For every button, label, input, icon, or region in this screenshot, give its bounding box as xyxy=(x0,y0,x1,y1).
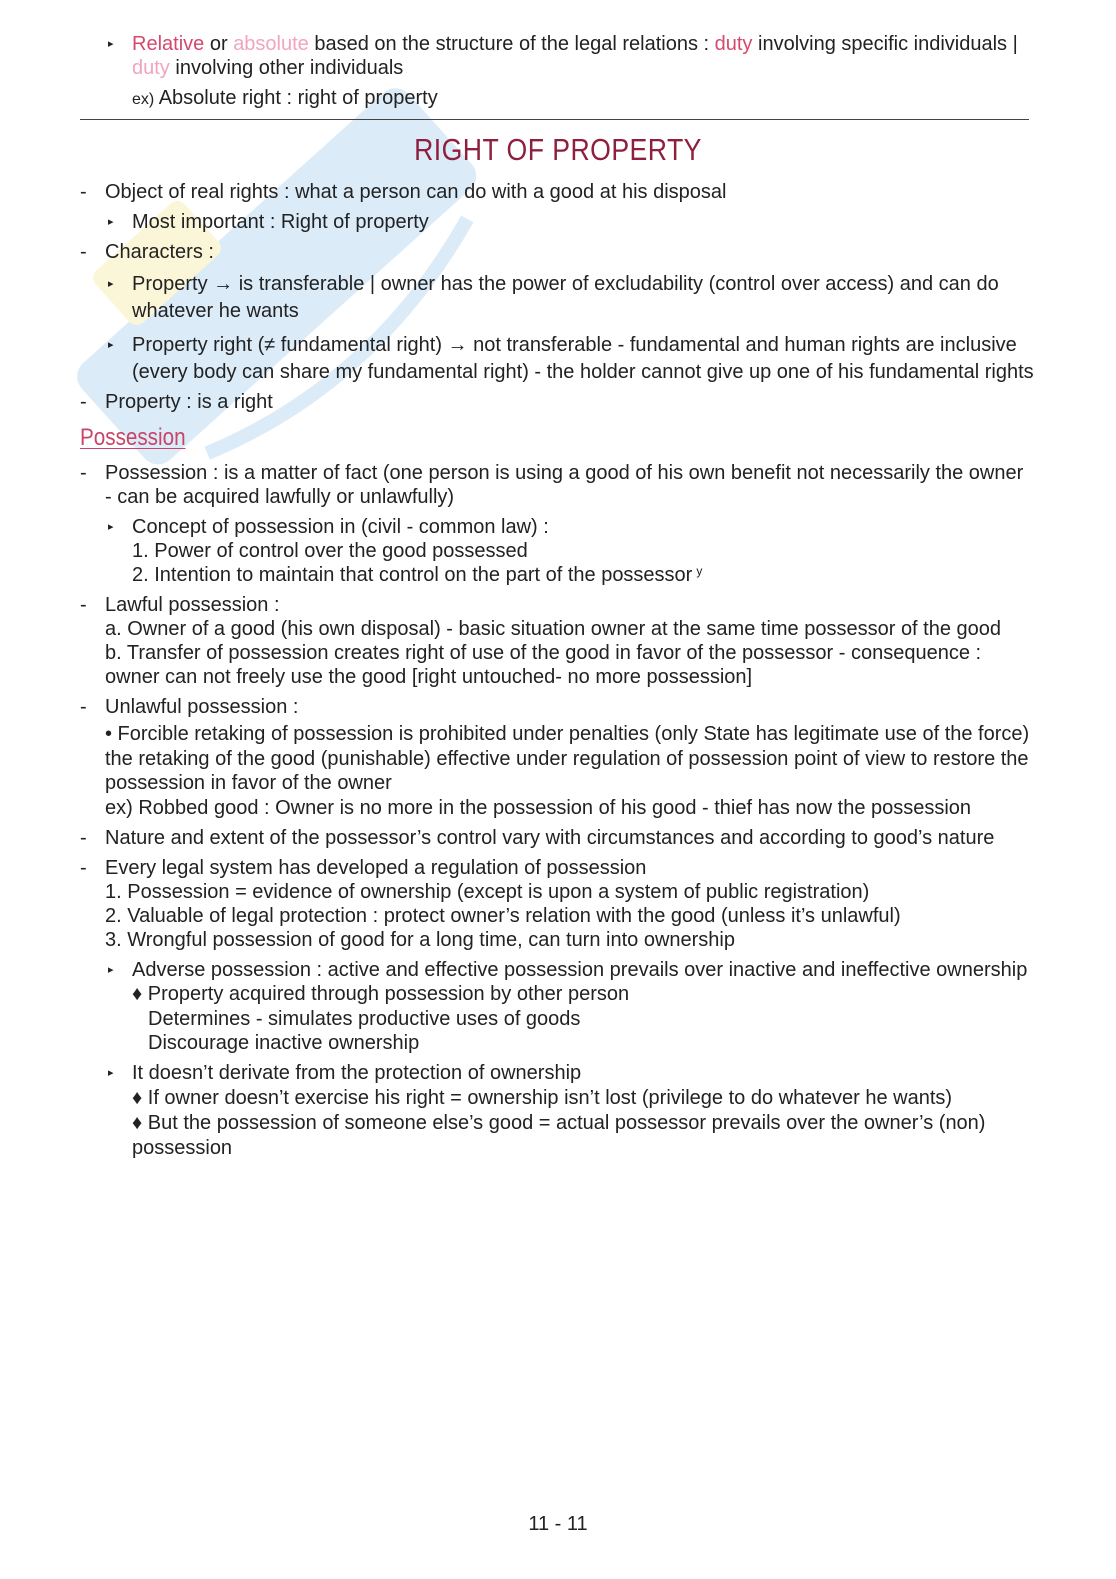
dash-marker: - xyxy=(80,181,87,203)
horizontal-divider xyxy=(80,119,1029,120)
property-line-1: Object of real rights : what a person can do with a good at his disposal xyxy=(105,181,727,203)
possession-line-19: 3. Wrongful possession of good for a long time, can turn into ownership xyxy=(105,929,735,951)
term-relative: Relative xyxy=(132,33,205,55)
header-item-text-1: based on the structure of the legal relations : xyxy=(314,33,710,55)
possession-line-11: • Forcible retaking of possession is prohibited under penalties (only State has legitimate use of the force) xyxy=(105,723,1030,745)
page-title: RIGHT OF PROPERTY xyxy=(414,132,702,167)
dash-marker: - xyxy=(80,594,87,616)
possession-line-21: ♦ Property acquired through possession by other person xyxy=(132,983,630,1005)
property-line-8: Property : is a right xyxy=(105,391,273,413)
term-duty-1: duty xyxy=(714,33,753,55)
property-line-5: whatever he wants xyxy=(132,300,299,322)
bullet-triangle-icon: ▸ xyxy=(108,964,114,976)
bullet-triangle-icon: ▸ xyxy=(108,339,114,351)
possession-line-6: Lawful possession : xyxy=(105,594,280,616)
dash-marker: - xyxy=(80,241,87,263)
possession-line-4: 1. Power of control over the good possessed xyxy=(132,540,528,562)
bullet-triangle-icon: ▸ xyxy=(108,278,114,290)
dash-marker: - xyxy=(80,827,87,849)
possession-line-5-text: 2. Intention to maintain that control on the part of the possessor xyxy=(132,564,693,586)
possession-line-20: Adverse possession : active and effective possession prevails over inactive and ineffective ownership xyxy=(132,959,1028,981)
term-absolute: absolute xyxy=(233,33,309,55)
header-item-line-2 xyxy=(132,56,403,80)
property-line-6: Property right (≠ fundamental right) → not transferable - fundamental and human rights are inclusive xyxy=(132,334,1017,356)
possession-line-9: owner can not freely use the good [right untouched- no more possession] xyxy=(105,666,753,688)
superscript-mark: y xyxy=(696,564,703,578)
header-item-example xyxy=(132,86,438,112)
possession-line-5 xyxy=(132,563,702,589)
property-line-3: Characters : xyxy=(105,241,214,263)
possession-line-15: Nature and extent of the possessor’s control vary with circumstances and according to good’s nature xyxy=(105,827,995,849)
bullet-triangle-icon: ▸ xyxy=(108,38,114,50)
header-item-text-2: involving specific individuals | xyxy=(758,33,1018,55)
word-or: or xyxy=(209,33,228,55)
property-line-7: (every body can share my fundamental right) - the holder cannot give up one of his fundamental rights xyxy=(132,361,1034,383)
possession-line-27: possession xyxy=(132,1137,233,1159)
header-item-text-3: involving other individuals xyxy=(175,57,404,79)
possession-line-14: ex) Robbed good : Owner is no more in the possession of his good - thief has now the possession xyxy=(105,797,972,819)
possession-line-16: Every legal system has developed a regulation of possession xyxy=(105,857,647,879)
possession-line-3: Concept of possession in (civil - common law) : xyxy=(132,516,549,538)
possession-line-18: 2. Valuable of legal protection : protect owner’s relation with the good (unless it’s unlawful) xyxy=(105,905,901,927)
dash-marker: - xyxy=(80,462,87,484)
possession-line-7: a. Owner of a good (his own disposal) - basic situation owner at the same time possessor of the good xyxy=(105,618,1002,640)
possession-line-24: It doesn’t derivate from the protection of ownership xyxy=(132,1062,582,1084)
possession-line-25: ♦ If owner doesn’t exercise his right = ownership isn’t lost (privilege to do whatever he wants) xyxy=(132,1087,953,1109)
property-line-4: Property → is transferable | owner has the power of excludability (control over access) and can do xyxy=(132,273,999,295)
dash-marker: - xyxy=(80,696,87,718)
possession-line-8: b. Transfer of possession creates right of use of the good in favor of the possessor - consequence : xyxy=(105,642,982,664)
property-line-2: Most important : Right of property xyxy=(132,211,429,233)
bullet-triangle-icon: ▸ xyxy=(108,216,114,228)
page-number: 11 - 11 xyxy=(528,1513,588,1535)
section-heading-possession: Possession xyxy=(80,424,186,451)
term-duty-2: duty xyxy=(132,57,170,79)
bullet-triangle-icon: ▸ xyxy=(108,1067,114,1079)
possession-line-10: Unlawful possession : xyxy=(105,696,299,718)
header-item-line-1 xyxy=(132,32,1018,56)
possession-line-13: possession in favor of the owner xyxy=(105,772,392,794)
possession-line-2: - can be acquired lawfully or unlawfully) xyxy=(105,486,455,508)
example-prefix: ex) xyxy=(132,91,155,108)
possession-line-23: Discourage inactive ownership xyxy=(148,1032,420,1054)
bullet-triangle-icon: ▸ xyxy=(108,521,114,533)
possession-line-1: Possession : is a matter of fact (one person is using a good of his own benefit not necessarily the owner xyxy=(105,462,1024,484)
possession-line-22: Determines - simulates productive uses of goods xyxy=(148,1008,581,1030)
dash-marker: - xyxy=(80,391,87,413)
possession-line-26: ♦ But the possession of someone else’s good = actual possessor prevails over the owner’s (non) xyxy=(132,1112,986,1134)
possession-line-17: 1. Possession = evidence of ownership (except is upon a system of public registration) xyxy=(105,881,870,903)
dash-marker: - xyxy=(80,857,87,879)
possession-line-12: the retaking of the good (punishable) effective under regulation of possession point of view to restore the xyxy=(105,748,1029,770)
example-text: Absolute right : right of property xyxy=(158,87,438,109)
